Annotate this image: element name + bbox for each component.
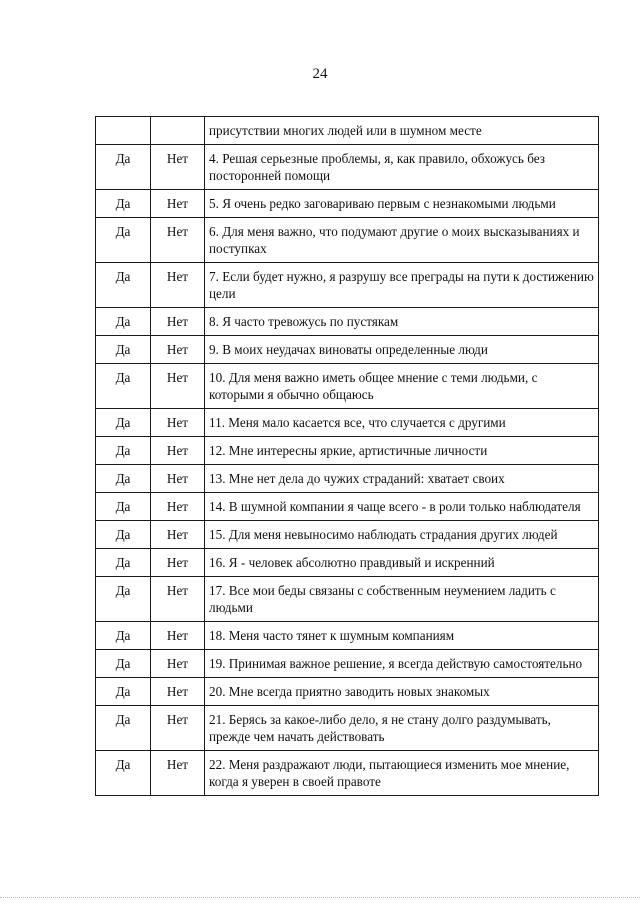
scan-edge-line bbox=[0, 897, 640, 899]
answer-yes-option[interactable]: Да bbox=[96, 145, 151, 190]
table-row bbox=[96, 308, 599, 336]
question-text: 10. Для меня важно иметь общее мнение с теми людьми, с которыми я обычно общаюсь bbox=[205, 364, 599, 409]
answer-yes-option[interactable]: Да bbox=[96, 549, 151, 577]
answer-no-option[interactable]: Нет bbox=[151, 409, 205, 437]
question-text: 6. Для меня важно, что подумают другие о моих высказываниях и поступках bbox=[205, 218, 599, 263]
answer-no-option[interactable]: Нет bbox=[151, 577, 205, 622]
answer-no-option[interactable]: Нет bbox=[151, 751, 205, 796]
question-text: 17. Все мои беды связаны с собственным неумением ладить с людьми bbox=[205, 577, 599, 622]
empty-no-cell bbox=[151, 117, 205, 145]
table-row bbox=[96, 190, 599, 218]
answer-yes-option[interactable]: Да bbox=[96, 650, 151, 678]
answer-yes-option[interactable]: Да bbox=[96, 678, 151, 706]
answer-no-option[interactable]: Нет bbox=[151, 190, 205, 218]
answer-yes-option[interactable]: Да bbox=[96, 577, 151, 622]
question-text: 13. Мне нет дела до чужих страданий: хватает своих bbox=[205, 465, 599, 493]
table-row bbox=[96, 437, 599, 465]
answer-no-option[interactable]: Нет bbox=[151, 437, 205, 465]
table-row bbox=[96, 706, 599, 751]
table-row bbox=[96, 622, 599, 650]
table-row bbox=[96, 521, 599, 549]
page-number: 24 bbox=[312, 66, 328, 82]
questionnaire-table bbox=[95, 116, 599, 796]
question-text: 14. В шумной компании я чаще всего - в роли только наблюдателя bbox=[205, 493, 599, 521]
answer-no-option[interactable]: Нет bbox=[151, 549, 205, 577]
answer-no-option[interactable]: Нет bbox=[151, 465, 205, 493]
answer-yes-option[interactable]: Да bbox=[96, 751, 151, 796]
answer-yes-option[interactable]: Да bbox=[96, 521, 151, 549]
table-row bbox=[96, 364, 599, 409]
answer-yes-option[interactable]: Да bbox=[96, 364, 151, 409]
answer-no-option[interactable]: Нет bbox=[151, 218, 205, 263]
question-text: 7. Если будет нужно, я разрушу все преграды на пути к достижению цели bbox=[205, 263, 599, 308]
table-row bbox=[96, 409, 599, 437]
answer-no-option[interactable]: Нет bbox=[151, 521, 205, 549]
answer-yes-option[interactable]: Да bbox=[96, 493, 151, 521]
answer-yes-option[interactable]: Да bbox=[96, 622, 151, 650]
question-text: 11. Меня мало касается все, что случается с другими bbox=[205, 409, 599, 437]
answer-yes-option[interactable]: Да bbox=[96, 308, 151, 336]
table-row bbox=[96, 577, 599, 622]
table-row bbox=[96, 465, 599, 493]
table-row bbox=[96, 145, 599, 190]
question-text: 12. Мне интересны яркие, артистичные личности bbox=[205, 437, 599, 465]
table-row bbox=[96, 493, 599, 521]
question-text: 18. Меня часто тянет к шумным компаниям bbox=[205, 622, 599, 650]
empty-yes-cell bbox=[96, 117, 151, 145]
answer-yes-option[interactable]: Да bbox=[96, 409, 151, 437]
answer-no-option[interactable]: Нет bbox=[151, 364, 205, 409]
answer-yes-option[interactable]: Да bbox=[96, 218, 151, 263]
question-text: 16. Я - человек абсолютно правдивый и искренний bbox=[205, 549, 599, 577]
table-row-continuation bbox=[96, 117, 599, 145]
table-row bbox=[96, 263, 599, 308]
answer-no-option[interactable]: Нет bbox=[151, 145, 205, 190]
table-row bbox=[96, 336, 599, 364]
question-text: 5. Я очень редко заговариваю первым с незнакомыми людьми bbox=[205, 190, 599, 218]
answer-no-option[interactable]: Нет bbox=[151, 622, 205, 650]
answer-yes-option[interactable]: Да bbox=[96, 263, 151, 308]
answer-no-option[interactable]: Нет bbox=[151, 308, 205, 336]
answer-no-option[interactable]: Нет bbox=[151, 650, 205, 678]
answer-no-option[interactable]: Нет bbox=[151, 706, 205, 751]
question-text: 19. Принимая важное решение, я всегда действую самостоятельно bbox=[205, 650, 599, 678]
question-text: 15. Для меня невыносимо наблюдать страдания других людей bbox=[205, 521, 599, 549]
continuation-text: присутствии многих людей или в шумном месте bbox=[205, 117, 599, 145]
answer-yes-option[interactable]: Да bbox=[96, 706, 151, 751]
question-text: 22. Меня раздражают люди, пытающиеся изменить мое мнение, когда я уверен в своей правоте bbox=[205, 751, 599, 796]
question-text: 21. Берясь за какое-либо дело, я не стану долго раздумывать, прежде чем начать действовать bbox=[205, 706, 599, 751]
answer-no-option[interactable]: Нет bbox=[151, 336, 205, 364]
question-text: 20. Мне всегда приятно заводить новых знакомых bbox=[205, 678, 599, 706]
question-text: 8. Я часто тревожусь по пустякам bbox=[205, 308, 599, 336]
answer-yes-option[interactable]: Да bbox=[96, 437, 151, 465]
table-row bbox=[96, 650, 599, 678]
question-text: 4. Решая серьезные проблемы, я, как правило, обхожусь без посторонней помощи bbox=[205, 145, 599, 190]
table-row bbox=[96, 549, 599, 577]
table-row bbox=[96, 678, 599, 706]
answer-yes-option[interactable]: Да bbox=[96, 190, 151, 218]
table-row bbox=[96, 751, 599, 796]
question-text: 9. В моих неудачах виноваты определенные люди bbox=[205, 336, 599, 364]
answer-no-option[interactable]: Нет bbox=[151, 678, 205, 706]
answer-no-option[interactable]: Нет bbox=[151, 263, 205, 308]
answer-yes-option[interactable]: Да bbox=[96, 465, 151, 493]
answer-yes-option[interactable]: Да bbox=[96, 336, 151, 364]
answer-no-option[interactable]: Нет bbox=[151, 493, 205, 521]
table-row bbox=[96, 218, 599, 263]
